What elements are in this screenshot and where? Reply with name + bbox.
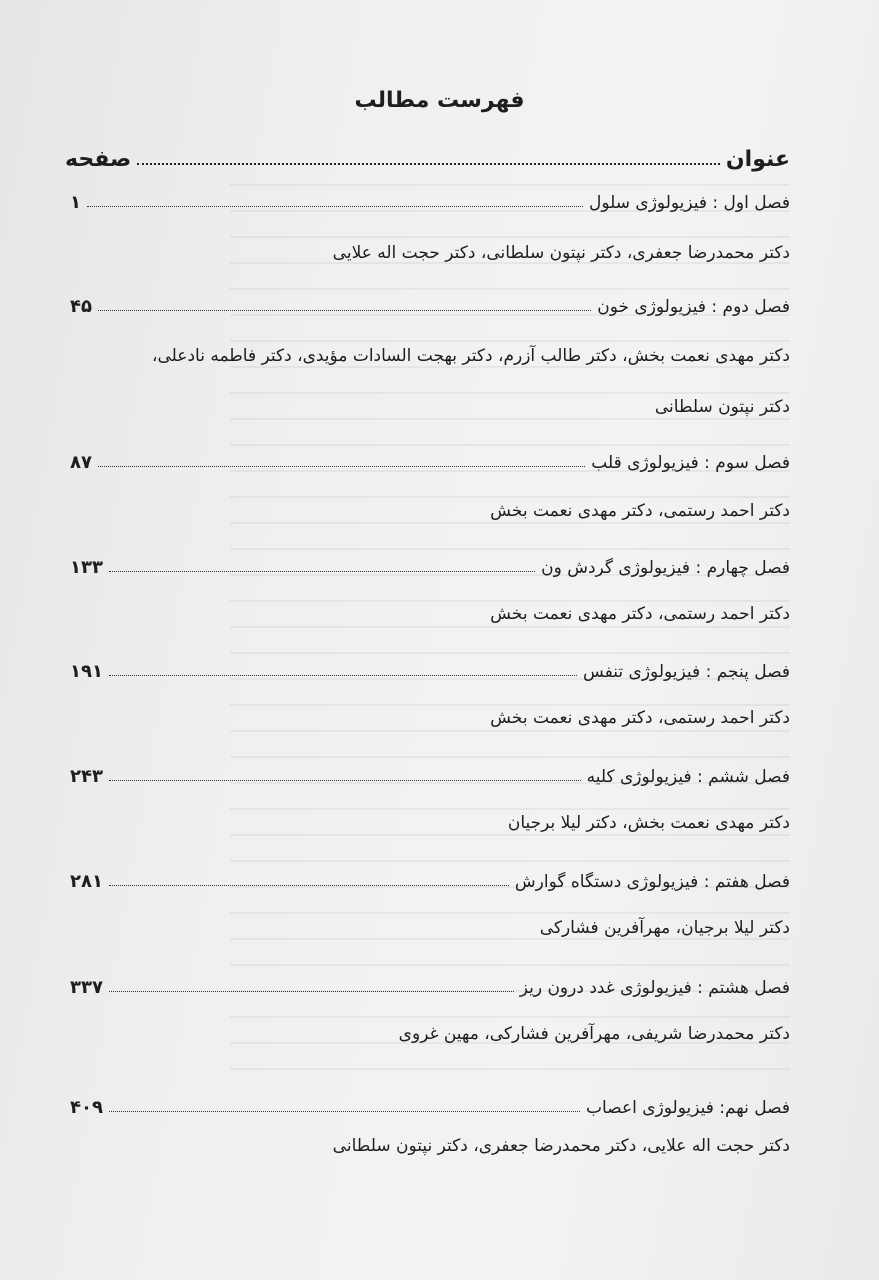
leader-dots <box>109 991 514 992</box>
page-number: ۲۸۱ <box>70 871 103 892</box>
toc-entry[interactable] <box>70 443 790 473</box>
page-number: ۲۴۳ <box>70 766 103 787</box>
chapter-authors: دکتر احمد رستمی، دکتر مهدی نعمت بخش <box>490 708 790 728</box>
chapter-authors: دکتر محمدرضا شریفی، مهرآفرین فشارکی، مهین غروی <box>398 1024 790 1044</box>
chapter-authors: دکتر نپتون سلطانی <box>654 397 790 417</box>
leader-dots <box>109 571 535 572</box>
leader-dots <box>109 885 509 886</box>
toc-entry[interactable] <box>70 287 790 317</box>
toc-entry[interactable] <box>70 968 790 998</box>
toc-entry[interactable] <box>70 1088 790 1118</box>
chapter-authors: دکتر محمدرضا جعفری، دکتر نپتون سلطانی، دکتر حجت اله علایی <box>332 243 790 263</box>
page-number: ۸۷ <box>70 452 92 473</box>
toc-header <box>65 138 790 172</box>
leader-dots <box>87 206 583 207</box>
page-title: فهرست مطالب <box>354 88 525 113</box>
leader-dots <box>109 1111 580 1112</box>
chapter-authors: دکتر لیلا برجیان، مهرآفرین فشارکی <box>539 918 790 938</box>
chapter-title: فصل چهارم : فیزیولوژی گردش ون <box>541 558 790 578</box>
leader-dots <box>98 310 591 311</box>
leader-dots <box>137 163 720 165</box>
toc-entry[interactable] <box>70 652 790 682</box>
chapter-title: فصل سوم : فیزیولوژی قلب <box>591 453 790 473</box>
chapter-authors: دکتر مهدی نعمت بخش، دکتر طالب آزرم، دکتر بهجت السادات مؤیدی، دکتر فاطمه نادعلی، <box>152 346 790 366</box>
page-number: ۱ <box>70 192 81 213</box>
header-page-label: صفحه <box>65 147 132 172</box>
leader-dots <box>98 466 585 467</box>
header-title-label: عنوان <box>725 147 790 172</box>
chapter-authors: دکتر احمد رستمی، دکتر مهدی نعمت بخش <box>490 604 790 624</box>
toc-entry[interactable] <box>70 183 790 213</box>
chapter-title: فصل نهم: فیزیولوژی اعصاب <box>586 1098 790 1118</box>
page-number: ۴۰۹ <box>70 1097 103 1118</box>
chapter-title: فصل ششم : فیزیولوژی کلیه <box>586 767 790 787</box>
chapter-title: فصل هفتم : فیزیولوژی دستگاه گوارش <box>514 872 790 892</box>
chapter-title: فصل اول : فیزیولوژی سلول <box>588 193 790 213</box>
chapter-title: فصل پنجم : فیزیولوژی تنفس <box>583 662 790 682</box>
chapter-title: فصل دوم : فیزیولوژی خون <box>597 297 790 317</box>
chapter-authors: دکتر احمد رستمی، دکتر مهدی نعمت بخش <box>490 501 790 521</box>
chapter-authors: دکتر حجت اله علایی، دکتر محمدرضا جعفری، دکتر نپتون سلطانی <box>332 1136 790 1156</box>
chapter-authors: دکتر مهدی نعمت بخش، دکتر لیلا برجیان <box>507 813 790 833</box>
leader-dots <box>109 675 577 676</box>
page-number: ۱۳۳ <box>70 557 103 578</box>
toc-entry[interactable] <box>70 862 790 892</box>
page-number: ۱۹۱ <box>70 661 103 682</box>
toc-entry[interactable] <box>70 757 790 787</box>
page-number: ۳۳۷ <box>70 977 103 998</box>
toc-entry[interactable] <box>70 548 790 578</box>
leader-dots <box>109 780 581 781</box>
chapter-title: فصل هشتم : فیزیولوژی غدد درون ریز <box>519 978 790 998</box>
page-number: ۴۵ <box>70 296 92 317</box>
